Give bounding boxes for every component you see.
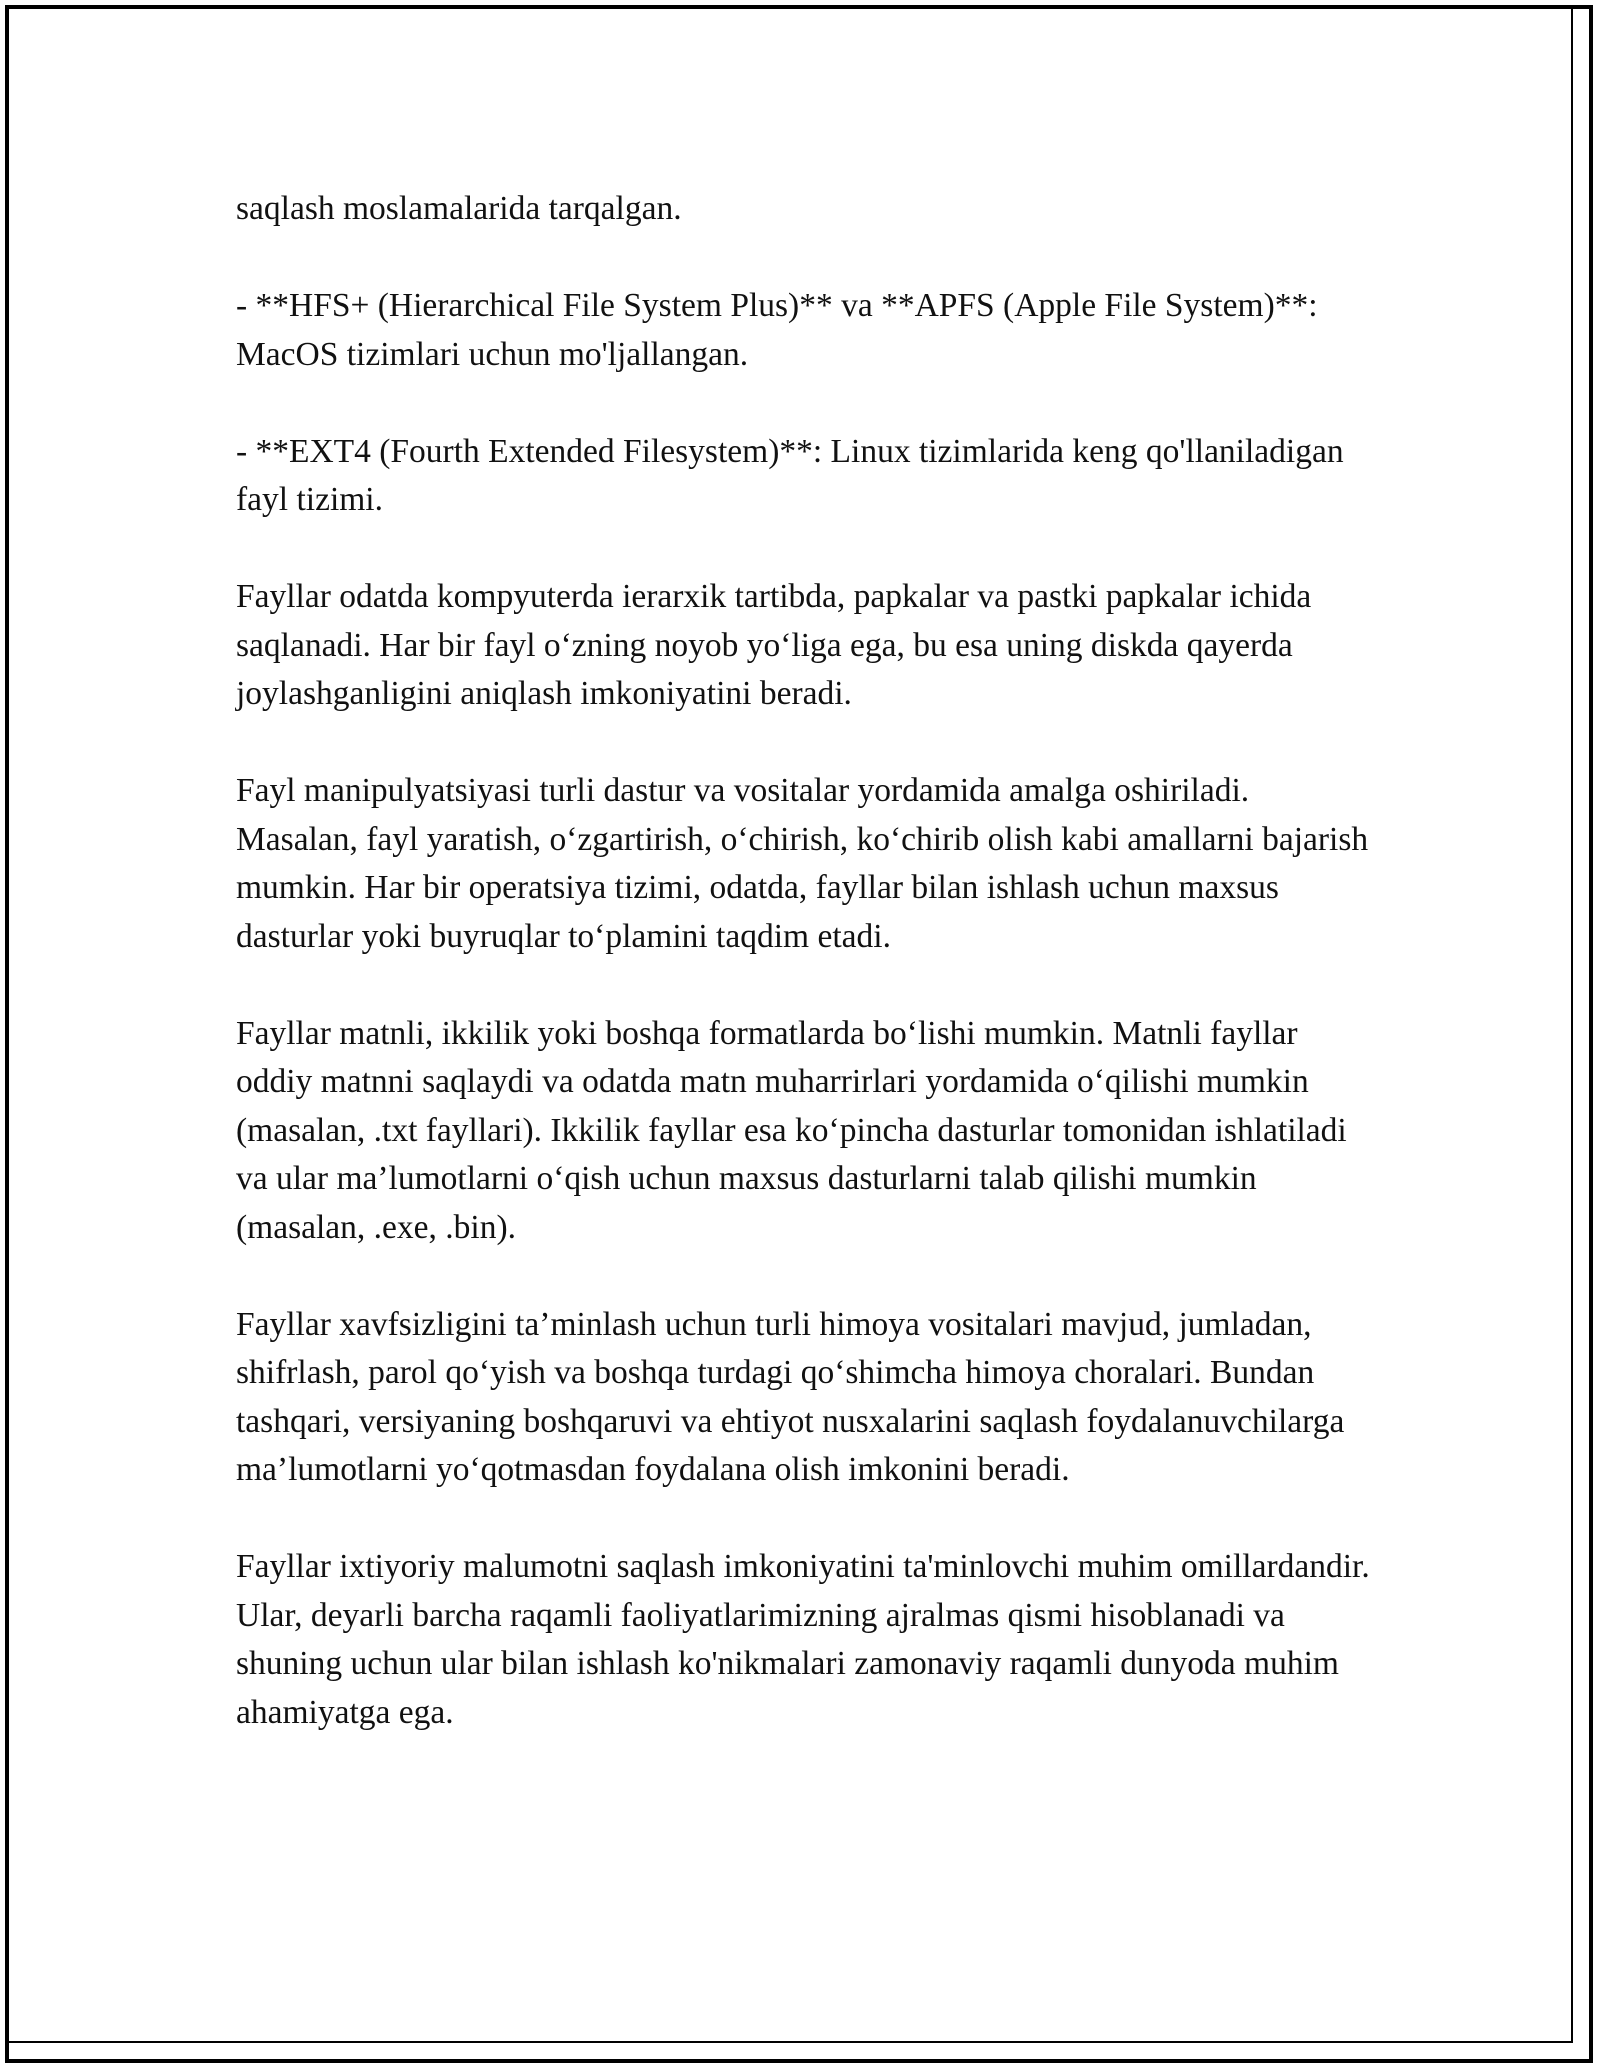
paragraph-ext4: - **EXT4 (Fourth Extended Filesystem)**: Linux tizimlarida keng qo'llaniladigan fayl tizimi. [236, 432, 1344, 518]
paragraph-file-hierarchy: Fayllar odatda kompyuterda ierarxik tartibda, papkalar va pastki papkalar ichida saqlanadi. Har bir fayl o‘zning noyob yo‘liga ega, bu esa uning diskda qayerda joylashganligini aniqlash imkoniyatini beradi. [236, 578, 1312, 712]
document-body [236, 185, 1376, 1737]
paragraph-file-formats: Fayllar matnli, ikkilik yoki boshqa formatlarda bo‘lishi mumkin. Matnli fayllar oddiy matnni saqlaydi va odatda matn muharrirlari yordamida o‘qilishi mumkin (masalan, .txt fayllari). Ikkilik fayllar esa ko‘pincha dasturlar tomonidan ishlatiladi va ular ma’lumotlarni o‘qish uchun maxsus dasturlarni talab qilishi mumkin (masalan, .exe, .bin). [236, 1014, 1347, 1246]
paragraph-file-security: Fayllar xavfsizligini ta’minlash uchun turli himoya vositalari mavjud, jumladan, shifrlash, parol qo‘yish va boshqa turdagi qo‘shimcha himoya choralari. Bundan tashqari, versiyaning boshqaruvi va ehtiyot nusxalarini saqlash foydalanuvchilarga ma’lumotlarni yo‘qotmasdan foydalana olish imkonini beradi. [236, 1305, 1345, 1488]
paragraph-storage-continuation: saqlash moslamalarida tarqalgan. [236, 190, 682, 227]
paragraph-file-manipulation: Fayl manipulyatsiyasi turli dastur va vositalar yordamida amalga oshiriladi. Masalan, fayl yaratish, o‘zgartirish, o‘chirish, ko‘chirib olish kabi amallarni bajarish mumkin. Har bir operatsiya tizimi, odatda, fayllar bilan ishlash uchun maxsus dasturlar yoki buyruqlar to‘plamini taqdim etadi. [236, 772, 1369, 955]
paragraph-conclusion: Fayllar ixtiyoriy malumotni saqlash imkoniyatini ta'minlovchi muhim omillardandir. Ular, deyarli barcha raqamli faoliyatlarimizning ajralmas qismi hisoblanadi va shuning uchun ular bilan ishlash ko'nikmalari zamonaviy raqamli dunyoda muhim ahamiyatga ega. [236, 1548, 1370, 1731]
paragraph-hfs-apfs: - **HFS+ (Hierarchical File System Plus)** va **APFS (Apple File System)**: MacOS tizimlari uchun mo'ljallangan. [236, 287, 1318, 373]
